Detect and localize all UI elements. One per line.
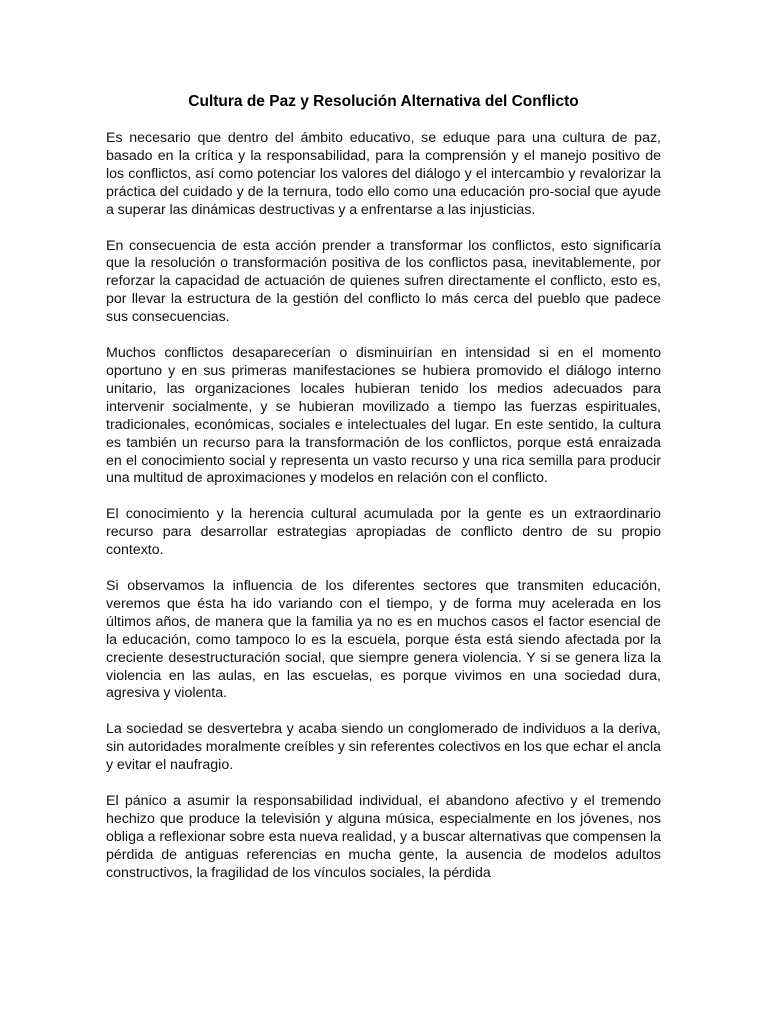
paragraph-7: El pánico a asumir la responsabilidad individual, el abandono afectivo y el tremendo hechizo que produce la televisión y alguna música, especialmente en los jóvenes, nos obliga a reflexionar sobre esta nueva realidad, y a buscar alternativas que compensen la pérdida de antiguas referencias en mucha gente, la ausencia de modelos adultos constructivos, la fragilidad de los vínculos sociales, la pérdida <box>106 793 661 881</box>
paragraph-5: Si observamos la influencia de los diferentes sectores que transmiten educación, veremos que ésta ha ido variando con el tiempo, y de forma muy acelerada en los últimos años, de manera que la familia ya no es en muchos casos el factor esencial de la educación, como tampoco lo es la escuela, porque ésta está siendo afectada por la creciente desestructuración social, que siempre genera violencia. Y si se genera liza la violencia en las aulas, en las escuelas, es porque vivimos en una sociedad dura, agresiva y violenta. <box>106 578 661 702</box>
paragraph-2: En consecuencia de esta acción prender a transformar los conflictos, esto significaría que la resolución o transformación positiva de los conflictos pasa, inevitablemente, por reforzar la capacidad de actuación de quienes sufren directamente el conflicto, esto es, por llevar la estructura de la gestión del conflicto lo más cerca del pueblo que padece sus consecuencias. <box>106 237 661 326</box>
paragraph-6: La sociedad se desvertebra y acaba siendo un conglomerado de individuos a la deriva, sin autoridades moralmente creíbles y sin referentes colectivos en los que echar el ancla y evitar el naufragio. <box>106 721 661 774</box>
document-title: Cultura de Paz y Resolución Alternativa del Conflicto <box>188 93 579 110</box>
paragraph-1: Es necesario que dentro del ámbito educativo, se eduque para una cultura de paz, basado en la crítica y la responsabilidad, para la comprensión y el manejo positivo de los conflictos, así como potenciar los valores del diálogo y el intercambio y revalorizar la práctica del cuidado y de la ternura, todo ello como una educación pro-social que ayude a superar las dinámicas destructivas y a enfrentarse a las injusticias. <box>106 130 661 218</box>
document-body <box>106 92 661 901</box>
paragraph-3: Muchos conflictos desaparecerían o disminuirían en intensidad si en el momento oportuno y en sus primeras manifestaciones se hubiera promovido el diálogo interno unitario, las organizaciones locales hubieran tenido los medios adecuados para intervenir socialmente, y se hubieran movilizado a tiempo las fuerzas espirituales, tradicionales, económicas, sociales e intelectuales del lugar. En este sentido, la cultura es también un recurso para la transformación de los conflictos, porque está enraizada en el conocimiento social y representa un vasto recurso y una rica semilla para producir una multitud de aproximaciones y modelos en relación con el conflicto. <box>106 345 661 487</box>
paragraph-4: El conocimiento y la herencia cultural acumulada por la gente es un extraordinario recurso para desarrollar estrategias apropiadas de conflicto dentro de su propio contexto. <box>106 506 661 559</box>
